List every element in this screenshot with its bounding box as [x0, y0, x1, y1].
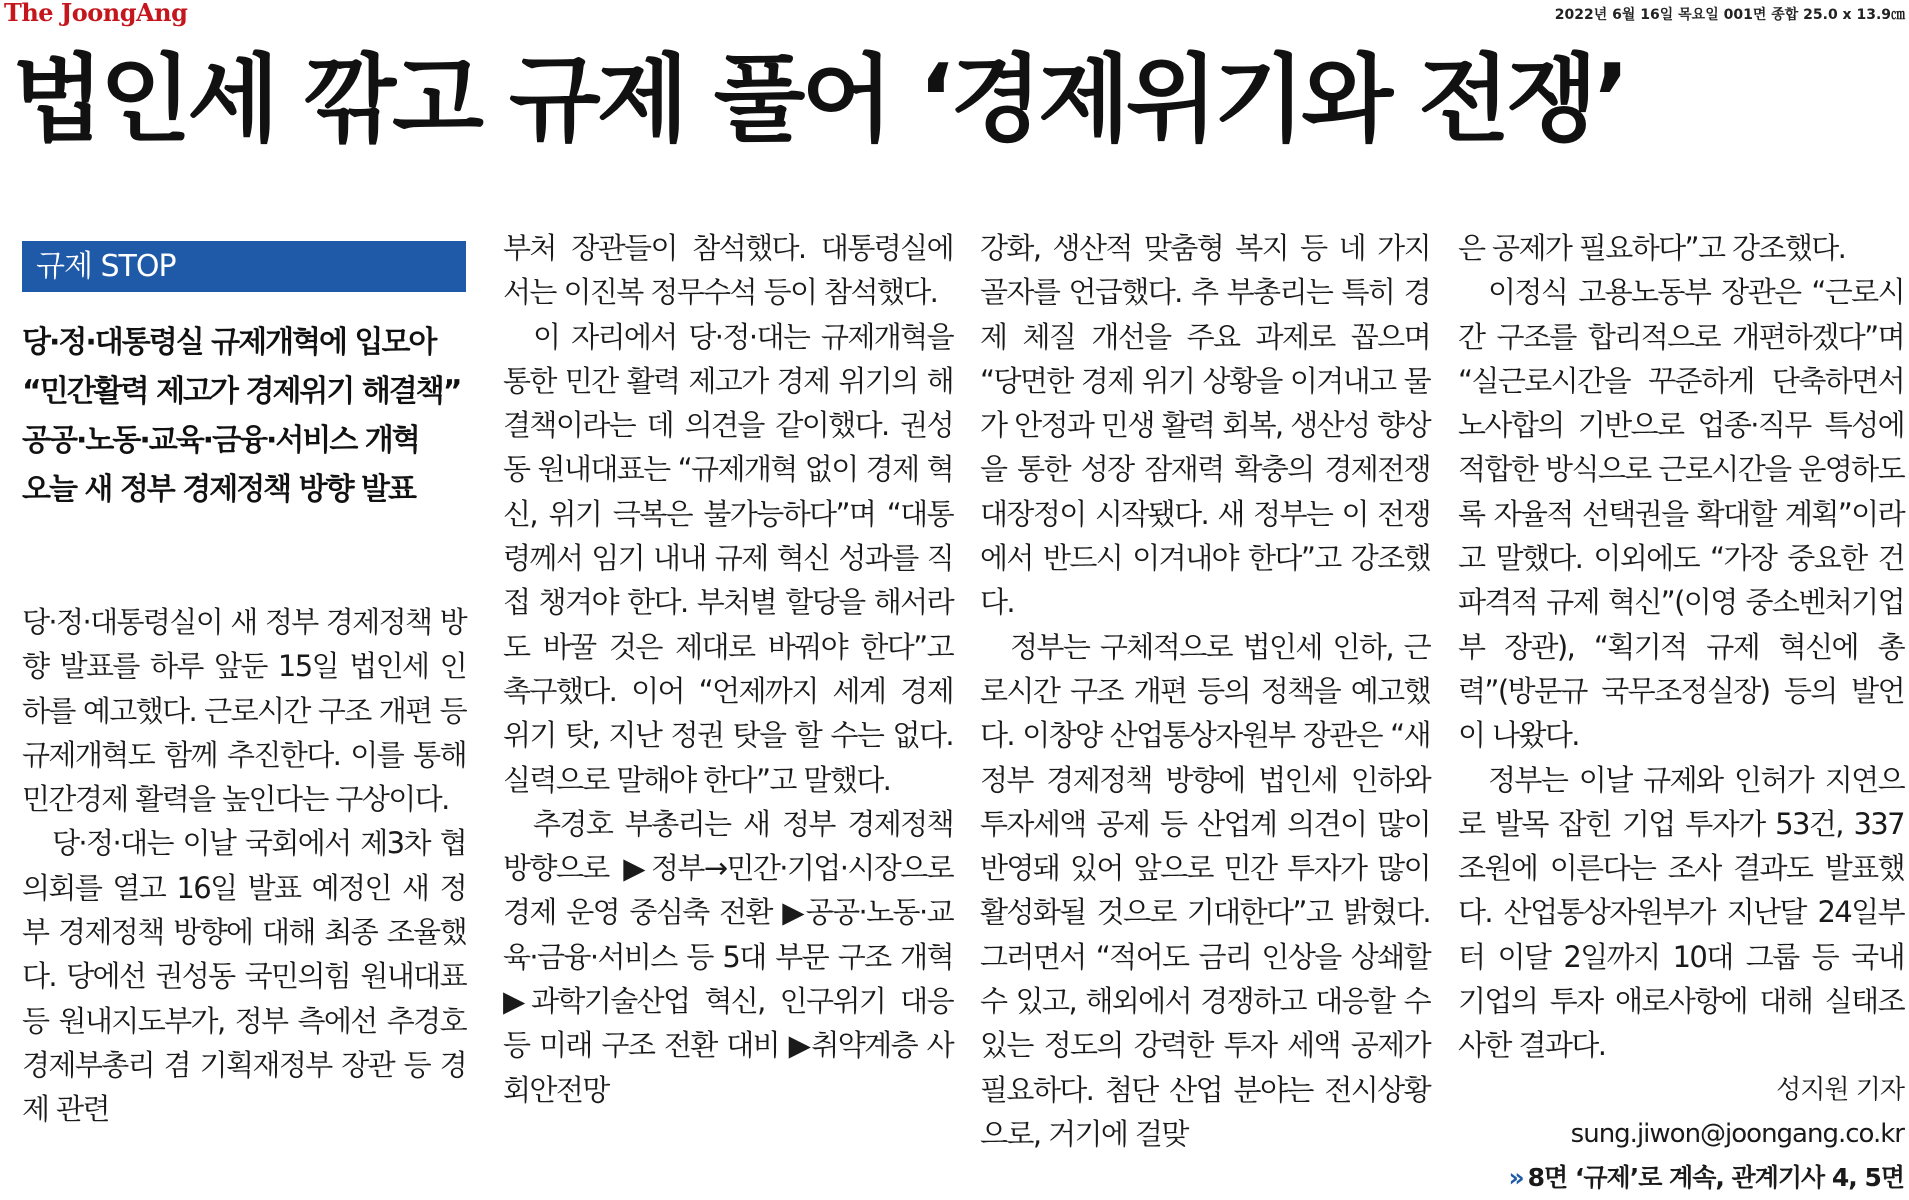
- newspaper-logo: The JoongAng: [4, 0, 188, 27]
- article-column-1: [22, 600, 466, 1127]
- byline: 성지원 기자 sung.jiwon@joongang.co.kr: [1570, 1074, 1904, 1149]
- continuation-text: 8면 ‘규제’로 계속, 관계기사 4, 5면: [1527, 1162, 1904, 1192]
- section-tag: 규제 STOP: [22, 241, 466, 292]
- double-chevron-icon: »: [1508, 1162, 1524, 1192]
- paragraph: 당·정·대는 이날 국회에서 제3차 협의회를 열고 16일 발표 예정인 새 정부 경제정책 방향에 대해 최종 조율했다. 당에선 권성동 국민의힘 원내대표 등 원내지도부가, 정부 측에선 추경호 경제부총리 겸 기획재정부 장관 등 경제 관련: [22, 826, 466, 1127]
- subheadline-block: [22, 318, 482, 514]
- article-column-4: [1458, 226, 1904, 1192]
- article-column-3: [980, 226, 1430, 1151]
- paragraph: 부처 장관들이 참석했다. 대통령실에서는 이진복 정무수석 등이 참석했다.: [503, 231, 953, 310]
- paragraph: 이정식 고용노동부 장관은 “근로시간 구조를 합리적으로 개편하겠다”며 “실근로시간을 꾸준하게 단축하면서 노사합의 기반으로 업종·직무 특성에 적합한 방식으로 근로시간을 운영하도록 자율적 선택권을 확대할 계획”이라고 말했다. 이외에도 “가장 중요한 건 파격적 규제 혁신”(이영 중소벤처기업부 장관), “획기적 규제 혁신에 총력”(방문규 국무조정실장) 등의 발언이 나왔다.: [1458, 275, 1904, 753]
- paragraph: 추경호 부총리는 새 정부 경제정책 방향으로 ▶정부→민간·기업·시장으로 경제 운영 중심축 전환 ▶공공·노동·교육·금융·서비스 등 5대 부문 구조 개혁 ▶과학기술산업 혁신, 인구위기 대응 등 미래 구조 전환 대비 ▶취약계층 사회안전망: [503, 806, 953, 1107]
- continuation-note: [1458, 1156, 1904, 1200]
- subheadline: 공공·노동·교육·금융·서비스 개혁: [22, 423, 419, 458]
- paragraph: 은 공제가 필요하다”고 강조했다.: [1458, 231, 1846, 265]
- subheadline: “민간활력 제고가 경제위기 해결책”: [22, 374, 461, 409]
- paragraph: 이 자리에서 당·정·대는 규제개혁을 통한 민간 활력 제고가 경제 위기의 해결책이라는 데 의견을 같이했다. 권성동 원내대표는 “규제개혁 없이 경제 혁신, 위기 극복은 불가능하다”며 “대통령께서 임기 내내 규제 혁신 성과를 직접 챙겨야 한다. 부처별 할당을 해서라도 바꿀 것은 제대로 바꿔야 한다”고 촉구했다. 이어 “언제까지 세계 경제 위기 탓, 지난 정권 탓을 할 수는 없다. 실력으로 말해야 한다”고 말했다.: [503, 319, 953, 797]
- paragraph: 정부는 구체적으로 법인세 인하, 근로시간 구조 개편 등의 정책을 예고했다. 이창양 산업통상자원부 장관은 “새 정부 경제정책 방향에 법인세 인하와 투자세액 공제 등 산업계 의견이 많이 반영돼 있어 앞으로 민간 투자가 많이 활성화될 것으로 기대한다”고 밝혔다. 그러면서 “적어도 금리 인상을 상쇄할 수 있고, 해외에서 경쟁하고 대응할 수 있는 정도의 강력한 투자 세액 공제가 필요하다. 첨단 산업 분야는 전시상황으로, 거기에 걸맞: [980, 629, 1430, 1151]
- subheadline: 오늘 새 정부 경제정책 방향 발표: [22, 472, 415, 507]
- paragraph: 정부는 이날 규제와 인허가 지연으로 발목 잡힌 기업 투자가 53건, 337조원에 이른다는 조사 결과도 발표했다. 산업통상자원부가 지난달 24일부터 이달 2일까지 10대 그룹 등 국내 기업의 투자 애로사항에 대해 실태조사한 결과다.: [1458, 762, 1904, 1063]
- paragraph: 강화, 생산적 맞춤형 복지 등 네 가지 골자를 언급했다. 추 부총리는 특히 경제 체질 개선을 주요 과제로 꼽으며 “당면한 경제 위기 상황을 이겨내고 물가 안정과 민생 활력 회복, 생산성 향상을 통한 성장 잠재력 확충의 경제전쟁 대장정이 시작됐다. 새 정부는 이 전쟁에서 반드시 이겨내야 한다”고 강조했다.: [980, 231, 1430, 620]
- headline: 법인세 깎고 규제 풀어 ‘경제위기와 전쟁’: [12, 45, 1626, 155]
- subheadline: 당·정·대통령실 규제개혁에 입모아: [22, 325, 436, 360]
- dateline: 2022년 6월 16일 목요일 001면 종합 25.0 x 13.9㎝: [1554, 7, 1905, 23]
- article-column-2: [503, 226, 953, 1107]
- paragraph: 당·정·대통령실이 새 정부 경제정책 방향 발표를 하루 앞둔 15일 법인세 인하를 예고했다. 근로시간 구조 개편 등 규제개혁도 함께 추진한다. 이를 통해 민간경제 활력을 높인다는 구상이다.: [22, 605, 466, 817]
